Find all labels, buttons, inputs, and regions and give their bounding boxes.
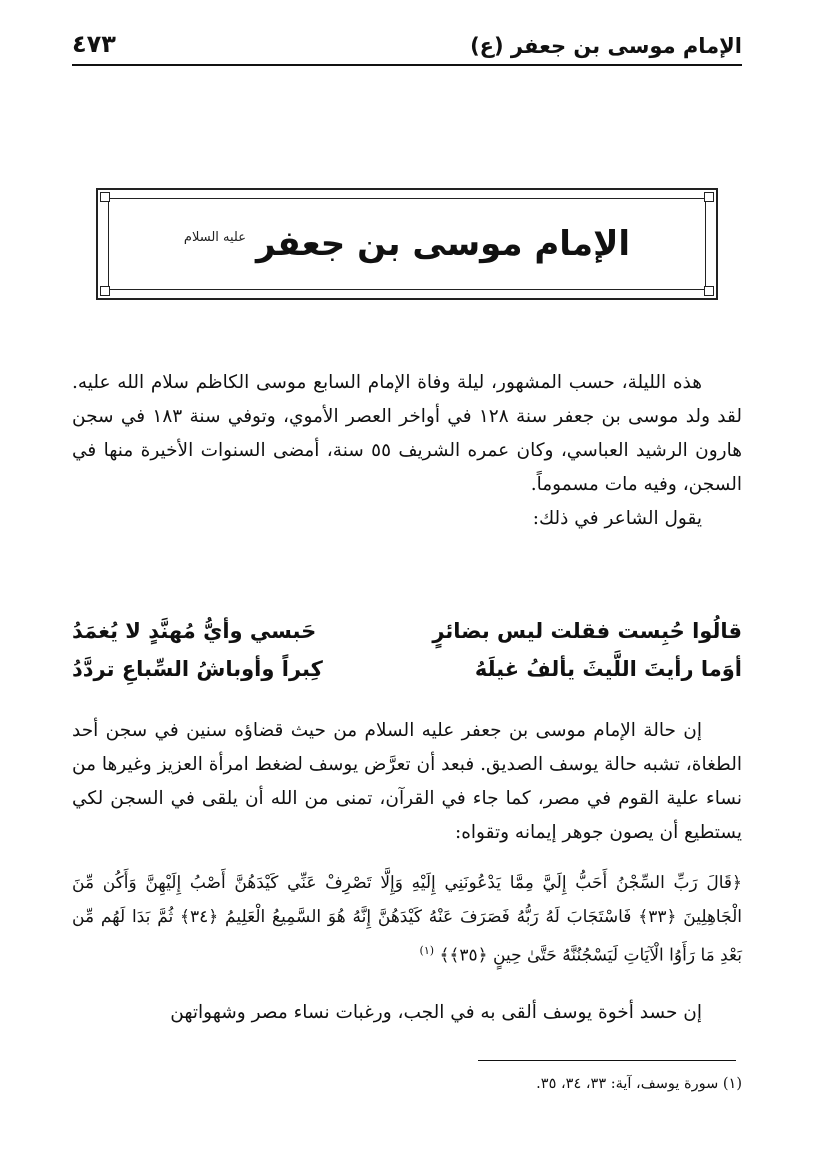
verse-hemistich-right: أوَما رأيتَ اللَّيثَ يألفُ غيلَهُ: [474, 657, 742, 681]
header-rule: [72, 64, 742, 66]
comparison-paragraph: إن حالة الإمام موسى بن جعفر عليه السلام من حيث قضاؤه سنين في سجن أحد الطغاة، تشبه حالة يوسف الصديق. فبعد أن تعرَّض يوسف لضغط امرأة العزيز وغيرها من نساء علية القوم في مصر، كما جاء في القرآن، تمنى من الله أن يلقى في السجن لكي يستطيع أن يصون جوهر إيمانه وتقواه:: [72, 720, 742, 843]
quran-quote: [72, 866, 742, 973]
footnote-rule: [478, 1060, 736, 1061]
poem: [72, 612, 742, 688]
footnote-marker: (١): [419, 944, 435, 957]
closing-paragraph: إن حسد أخوة يوسف ألقى به في الجب، ورغبات نساء مصر وشهواتهن: [170, 1002, 702, 1023]
poet-intro: يقول الشاعر في ذلك:: [532, 508, 702, 529]
running-header: [72, 30, 742, 58]
verse-hemistich-left: كِبراً وأوباشُ السِّباعِ تردَّدُ: [72, 657, 323, 681]
quran-text: ﴿قَالَ رَبِّ السِّجْنُ أَحَبُّ إِلَيَّ مِمَّا يَدْعُونَنِي إِلَيْهِ وَإِلَّا تَصْرِفْ عَنِّي كَيْدَهُنَّ أَصْبُ إِلَيْهِنَّ وَأَكُن مِّنَ الْجَاهِلِينَ ﴿٣٣﴾ فَاسْتَجَابَ لَهُ رَبُّهُ فَصَرَفَ عَنْهُ كَيْدَهُنَّ إِنَّهُ هُوَ السَّمِيعُ الْعَلِيمُ ﴿٣٤﴾ ثُمَّ بَدَا لَهُم مِّن بَعْدِ مَا رَأَوُا الْآيَاتِ لَيَسْجُنُنَّهُ حَتَّىٰ حِينٍ ﴿٣٥﴾﴾: [72, 873, 742, 966]
page-number: ٤٧٣: [72, 30, 116, 58]
verse-hemistich-right: قالُوا حُبِست فقلت ليس بضائرٍ: [432, 619, 742, 643]
chapter-title: الإمام موسى بن جعفر: [255, 224, 631, 264]
verse-hemistich-left: حَبسي وأيُّ مُهنَّدٍ لا يُغمَدُ: [72, 619, 317, 643]
chapter-title-box: [108, 198, 706, 290]
poem-line: [72, 650, 742, 688]
intro-paragraph: هذه الليلة، حسب المشهور، ليلة وفاة الإمام السابع موسى الكاظم سلام الله عليه. لقد ولد موسى بن جعفر سنة ١٢٨ في أواخر العصر الأموي، وتوفي سنة ١٨٣ في سجن هارون الرشيد العباسي، وكان عمره الشريف ٥٥ سنة، أمضى السنوات الأخيرة منها في السجن، وفيه مات مسموماً.: [72, 372, 742, 495]
poem-line: [72, 612, 742, 650]
footnote: (١) سورة يوسف، آية: ٣٣، ٣٤، ٣٥.: [536, 1076, 742, 1092]
intro-section: [72, 366, 742, 536]
running-title: الإمام موسى بن جعفر (ع): [470, 34, 742, 58]
honorific-glyph: عليه السلام: [183, 229, 246, 245]
